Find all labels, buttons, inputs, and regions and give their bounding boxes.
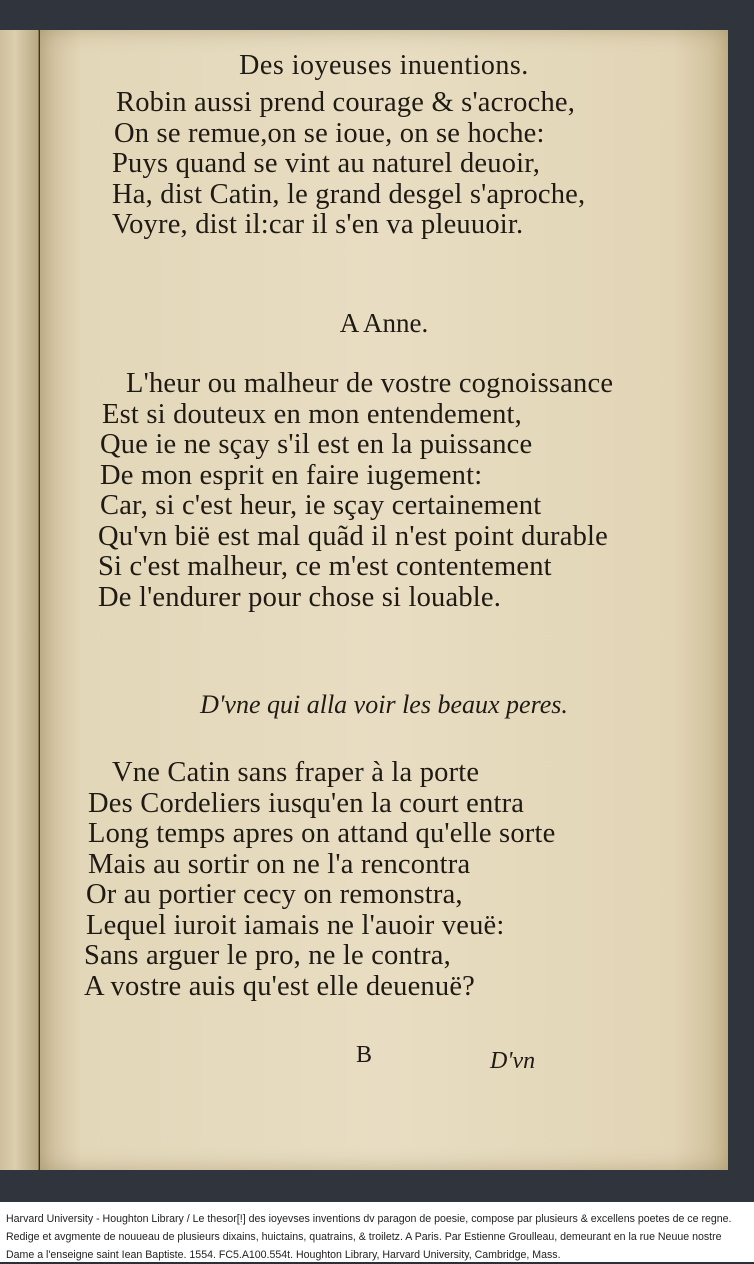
verse-line: Ha, dist Catin, le grand desgel s'aproche, — [112, 178, 586, 210]
poem-title-beaux-peres: D'vne qui alla voir les beaux peres. — [200, 690, 568, 719]
stanza-3 — [40, 758, 728, 1002]
poem-title-anne: A Anne. — [339, 308, 429, 338]
verse-line: L'heur ou malheur de vostre cognoissance — [126, 368, 614, 399]
verse-line: Puys quand se vint au naturel deuoir, — [112, 148, 541, 179]
verse-line: Est si douteux en mon entendement, — [102, 398, 522, 430]
verse-line: Sans arguer le pro, ne le contra, — [84, 940, 451, 971]
stanza-2 — [40, 369, 728, 613]
verse-line: Or au portier cecy on remonstra, — [86, 879, 463, 910]
running-head: Des ioyeuses inuentions. — [239, 50, 529, 81]
catchword: D'vn — [490, 1048, 536, 1074]
left-page-edge — [0, 30, 39, 1170]
verse-line: On se remue,on se ioue, on se hoche: — [114, 117, 545, 149]
verse-line: De l'endurer pour chose si louable. — [98, 581, 502, 613]
verse-line: Si c'est malheur, ce m'est contentement — [98, 551, 552, 582]
verse-line: Que ie ne sçay s'il est en la puissance — [100, 429, 533, 460]
verse-line: Robin aussi prend courage & s'acroche, — [116, 87, 576, 118]
verse-line: De mon esprit en faire iugement: — [100, 459, 483, 491]
image-caption: Harvard University - Houghton Library / Le thesor[!] des ioyevses inventions dv paragon de poesie, compose par plusieurs & excellens poetes de ce regne. Redige et avgmente de nouueau de plusieurs dixains, huictains, quatrains, & troiletz. A Paris. Par Estienne Groulleau, demeurant en la rue Neuue nostre Dame a l'enseigne saint Iean Baptiste. 1554. FC5.A100.554t. Houghton Library, Harvard University, Cambridge, Mass. — [0, 1202, 754, 1262]
verse-line: Mais au sortir on ne l'a rencontra — [88, 848, 471, 880]
verse-line: Vne Catin sans fraper à la porte — [112, 757, 480, 788]
book-page — [40, 30, 728, 1170]
verse-line: Voyre, dist il:car il s'en va pleuuoir. — [112, 209, 524, 240]
stanza-1 — [40, 88, 728, 241]
verse-line: Lequel iuroit iamais ne l'auoir veuë: — [86, 909, 505, 941]
verse-line: Qu'vn bië est mal quãd il n'est point durable — [98, 520, 609, 552]
signature-mark: B — [356, 1042, 373, 1068]
page-text — [40, 30, 728, 1170]
verse-line: Long temps apres on attand qu'elle sorte — [88, 818, 556, 849]
verse-line: Des Cordeliers iusqu'en la court entra — [88, 787, 525, 819]
verse-line: Car, si c'est heur, ie sçay certainement — [100, 490, 542, 521]
verse-line: A vostre auis qu'est elle deuenuë? — [84, 970, 476, 1002]
